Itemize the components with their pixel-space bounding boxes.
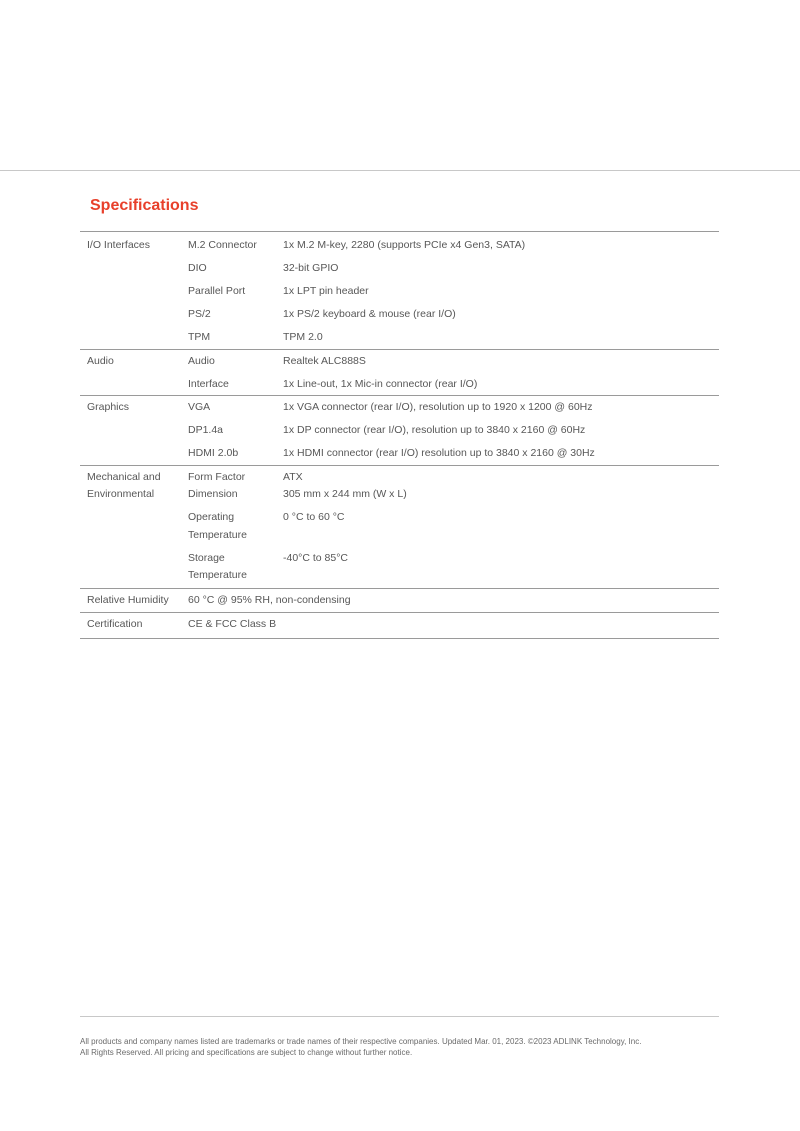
spec-item-line: Operating	[188, 511, 235, 523]
spec-item: Audio	[188, 349, 283, 370]
spec-value: Realtek ALC888S	[283, 349, 719, 370]
page-title: Specifications	[90, 197, 199, 214]
table-row	[80, 232, 719, 255]
spec-category: Relative Humidity	[80, 588, 188, 612]
spec-item: Form Factor	[188, 465, 283, 486]
spec-category: Audio	[80, 349, 188, 370]
spec-value: 1x M.2 M-key, 2280 (supports PCIe x4 Gen3, SATA)	[283, 232, 719, 255]
spec-item: VGA	[188, 396, 283, 417]
table-row	[80, 612, 719, 639]
spec-category: Certification	[80, 612, 188, 639]
spec-category: I/O Interfaces	[80, 232, 188, 255]
spec-item-line: Storage	[188, 551, 225, 564]
spec-value: 1x HDMI connector (rear I/O) resolution up to 3840 x 2160 @ 30Hz	[283, 447, 595, 459]
spec-value: 305 mm x 244 mm (W x L)	[283, 488, 407, 500]
spec-item	[188, 544, 283, 588]
footer-divider	[80, 1016, 719, 1017]
spec-item: TPM	[188, 331, 211, 343]
spec-value: ATX	[283, 465, 719, 486]
table-row	[80, 544, 719, 588]
spec-category-line: Environmental	[87, 488, 155, 500]
spec-category: Graphics	[80, 396, 188, 417]
spec-category-line: Mechanical and	[87, 470, 161, 483]
table-row	[80, 255, 719, 278]
table-row	[80, 588, 719, 612]
spec-item: Interface	[188, 377, 229, 390]
legal-notice-line: All Rights Reserved. All pricing and specifications are subject to change without further notice.	[80, 1047, 413, 1057]
spec-item: HDMI 2.0b	[188, 447, 239, 459]
table-row	[80, 278, 719, 301]
spec-category	[80, 465, 188, 504]
spec-value: 1x DP connector (rear I/O), resolution up to 3840 x 2160 @ 60Hz	[283, 424, 586, 436]
spec-value: 1x PS/2 keyboard & mouse (rear I/O)	[283, 308, 456, 320]
spec-value: TPM 2.0	[283, 331, 323, 343]
spec-table	[80, 231, 719, 639]
table-row	[80, 440, 719, 466]
spec-item: DIO	[188, 262, 207, 274]
header-divider	[0, 170, 800, 171]
table-row	[80, 349, 719, 370]
spec-value: 1x Line-out, 1x Mic-in connector (rear I/O)	[283, 377, 478, 390]
table-row	[80, 301, 719, 324]
table-row	[80, 465, 719, 486]
spec-item-line: Temperature	[188, 569, 247, 581]
table-row	[80, 370, 719, 396]
table-row	[80, 504, 719, 545]
table-row	[80, 417, 719, 440]
table-row	[80, 396, 719, 417]
spec-value: CE & FCC Class B	[188, 612, 719, 639]
spec-item	[188, 504, 283, 545]
spec-item: Parallel Port	[188, 285, 246, 297]
spec-value: 1x VGA connector (rear I/O), resolution up to 1920 x 1200 @ 60Hz	[283, 396, 719, 417]
legal-notice-line: All products and company names listed are trademarks or trade names of their respective companies. Updated Mar. 01, 2023. ©2023 ADLINK Technology, Inc.	[80, 1037, 642, 1046]
table-row	[80, 324, 719, 350]
spec-value: 0 °C to 60 °C	[283, 511, 345, 523]
spec-item: PS/2	[188, 308, 211, 320]
spec-item: Dimension	[188, 488, 238, 500]
spec-value: 60 °C @ 95% RH, non-condensing	[188, 588, 719, 612]
spec-value: 32-bit GPIO	[283, 262, 339, 274]
spec-item: DP1.4a	[188, 424, 224, 436]
spec-item: M.2 Connector	[188, 232, 283, 255]
spec-value: -40°C to 85°C	[283, 551, 349, 564]
legal-notice	[80, 1037, 725, 1058]
spec-value: 1x LPT pin header	[283, 285, 369, 297]
spec-item-line: Temperature	[188, 528, 247, 541]
